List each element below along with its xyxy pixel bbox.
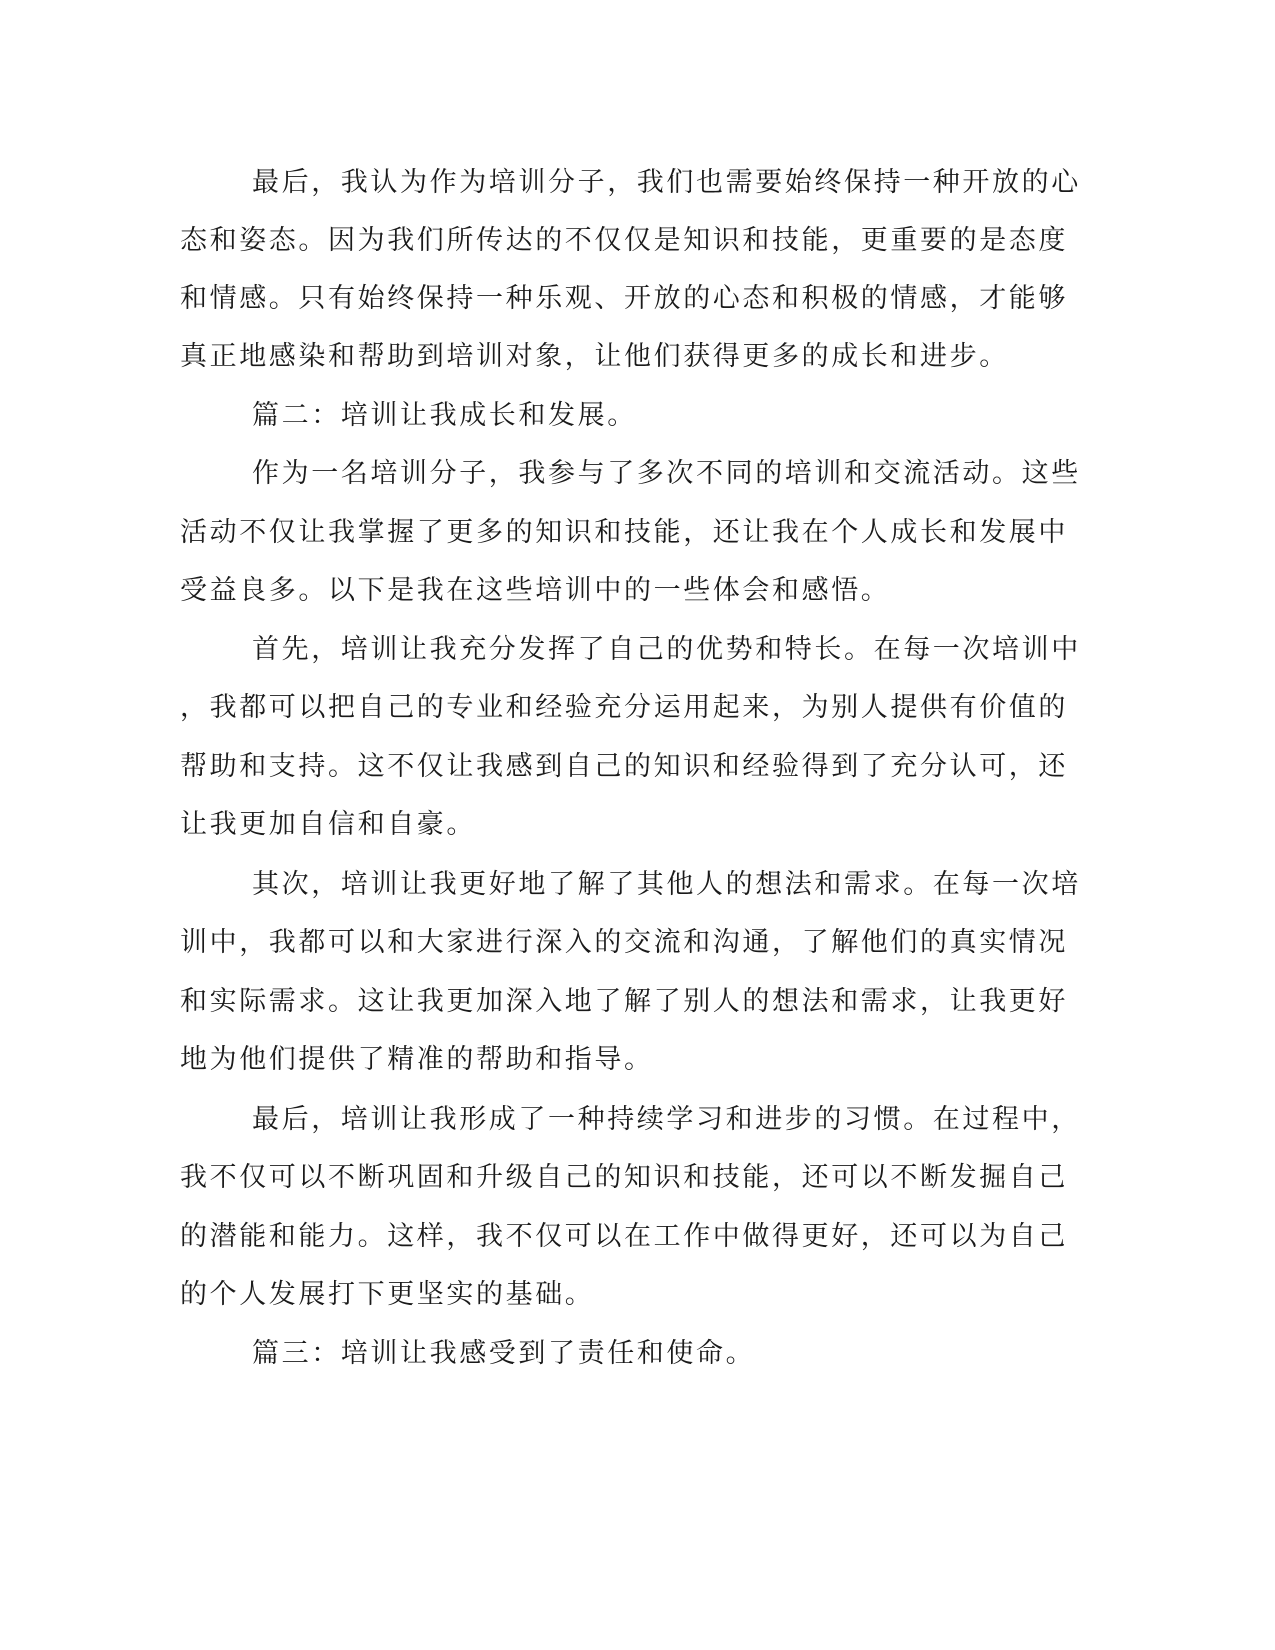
text-line: 训中，我都可以和大家进行深入的交流和沟通，了解他们的真实情况 [180,927,1068,958]
text-line: 其次，培训让我更好地了解了其他人的想法和需求。在每一次培 [252,869,1081,900]
text-line: 最后，我认为作为培训分子，我们也需要始终保持一种开放的心 [252,167,1081,198]
text-line: 和实际需求。这让我更加深入地了解了别人的想法和需求，让我更好 [180,986,1068,1017]
text-line: 地为他们提供了精准的帮助和指导。 [180,1044,654,1075]
text-line: 我不仅可以不断巩固和升级自己的知识和技能，还可以不断发掘自己 [180,1162,1068,1193]
text-line: 真正地感染和帮助到培训对象，让他们获得更多的成长和进步。 [180,341,1009,372]
text-line: 首先，培训让我充分发挥了自己的优势和特长。在每一次培训中 [252,634,1081,665]
text-line: 的个人发展打下更坚实的基础。 [180,1279,595,1310]
text-line: 的潜能和能力。这样，我不仅可以在工作中做得更好，还可以为自己 [180,1221,1068,1252]
text-line: ，我都可以把自己的专业和经验充分运用起来，为别人提供有价值的 [180,692,1068,723]
text-line: 和情感。只有始终保持一种乐观、开放的心态和积极的情感，才能够 [180,283,1068,314]
text-line: 受益良多。以下是我在这些培训中的一些体会和感悟。 [180,575,891,606]
text-line: 让我更加自信和自豪。 [180,809,476,840]
text-line: 帮助和支持。这不仅让我感到自己的知识和经验得到了充分认可，还 [180,751,1068,782]
text-line: 态和姿态。因为我们所传达的不仅仅是知识和技能，更重要的是态度 [180,225,1068,256]
section-heading: 篇二：培训让我成长和发展。 [252,400,637,431]
text-line: 作为一名培训分子，我参与了多次不同的培训和交流活动。这些 [252,458,1081,489]
section-heading: 篇三：培训让我感受到了责任和使命。 [252,1338,756,1369]
text-line: 活动不仅让我掌握了更多的知识和技能，还让我在个人成长和发展中 [180,517,1068,548]
text-line: 最后，培训让我形成了一种持续学习和进步的习惯。在过程中， [252,1104,1081,1135]
